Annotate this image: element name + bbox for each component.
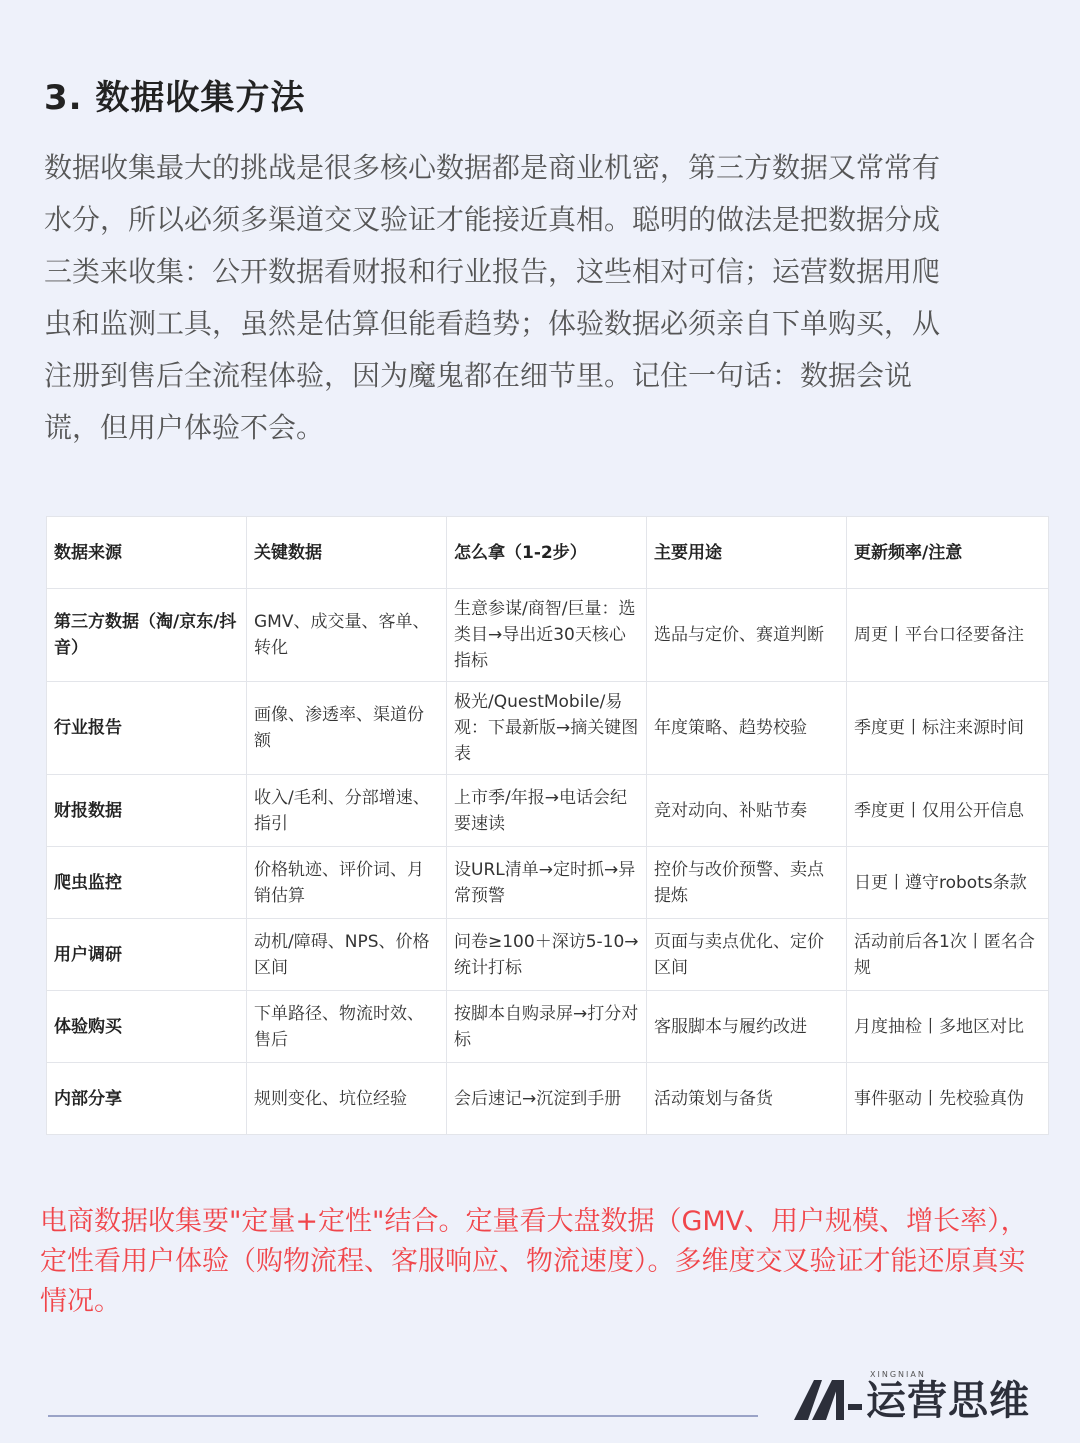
frequency-cell: 周更丨平台口径要备注 — [847, 589, 1049, 682]
header-cell: 数据来源 — [47, 517, 247, 589]
summary-paragraph: 电商数据收集要"定量+定性"结合。定量看大盘数据（GMV、用户规模、增长率），定性看用户体验（购物流程、客服响应、物流速度）。多维度交叉验证才能还原真实情况。 — [40, 1206, 1028, 1317]
how-to-get-cell: 上市季/年报→电话会纪要速读 — [447, 775, 647, 847]
table-row — [47, 919, 1049, 991]
table-row — [47, 847, 1049, 919]
header-cell: 更新频率/注意 — [847, 517, 1049, 589]
purpose-cell: 页面与卖点优化、定价区间 — [647, 919, 847, 991]
frequency-cell: 月度抽检丨多地区对比 — [847, 991, 1049, 1063]
frequency-cell: 季度更丨标注来源时间 — [847, 682, 1049, 775]
table-row — [47, 991, 1049, 1063]
key-data-cell: 价格轨迹、评价词、月销估算 — [247, 847, 447, 919]
how-to-get-cell: 极光/QuestMobile/易观：下最新版→摘关键图表 — [447, 682, 647, 775]
key-data-cell: GMV、成交量、客单、转化 — [247, 589, 447, 682]
logo-mark-icon — [792, 1374, 864, 1422]
header-cell: 怎么拿（1-2步） — [447, 517, 647, 589]
section-heading: 3. 数据收集方法 — [44, 78, 306, 118]
key-data-cell: 下单路径、物流时效、售后 — [247, 991, 447, 1063]
how-to-get-cell: 问卷≥100＋深访5-10→统计打标 — [447, 919, 647, 991]
frequency-cell: 活动前后各1次丨匿名合规 — [847, 919, 1049, 991]
purpose-cell: 控价与改价预警、卖点提炼 — [647, 847, 847, 919]
source-cell: 用户调研 — [47, 919, 247, 991]
source-cell: 爬虫监控 — [47, 847, 247, 919]
purpose-cell: 选品与定价、赛道判断 — [647, 589, 847, 682]
key-data-cell: 画像、渗透率、渠道份额 — [247, 682, 447, 775]
data-source-table-wrapper — [46, 516, 1048, 1135]
intro-paragraph: 数据收集最大的挑战是很多核心数据都是商业机密，第三方数据又常常有水分，所以必须多渠道交叉验证才能接近真相。聪明的做法是把数据分成三类来收集：公开数据看财报和行业报告，这些相对可信；运营数据用爬虫和监测工具，虽然是估算但能看趋势；体验数据必须亲自下单购买，从注册到售后全流程体验，因为魔鬼都在细节里。记住一句话：数据会说谎，但用户体验不会。 — [44, 151, 941, 444]
footer-rule — [48, 1415, 758, 1417]
table-row — [47, 589, 1049, 682]
source-cell: 财报数据 — [47, 775, 247, 847]
key-data-cell: 规则变化、坑位经验 — [247, 1063, 447, 1135]
table-row — [47, 682, 1049, 775]
purpose-cell: 年度策略、趋势校验 — [647, 682, 847, 775]
brand-subtitle: XINGNIAN — [870, 1370, 926, 1379]
how-to-get-cell: 生意参谋/商智/巨量：选类目→导出近30天核心指标 — [447, 589, 647, 682]
frequency-cell: 日更丨遵守robots条款 — [847, 847, 1049, 919]
source-cell: 行业报告 — [47, 682, 247, 775]
data-source-table — [46, 516, 1049, 1135]
source-cell: 体验购买 — [47, 991, 247, 1063]
how-to-get-cell: 设URL清单→定时抓→异常预警 — [447, 847, 647, 919]
brand-logo — [792, 1370, 1054, 1426]
table-row — [47, 775, 1049, 847]
frequency-cell: 事件驱动丨先校验真伪 — [847, 1063, 1049, 1135]
header-cell: 主要用途 — [647, 517, 847, 589]
purpose-cell: 活动策划与备货 — [647, 1063, 847, 1135]
table-header-row — [47, 517, 1049, 589]
purpose-cell: 竞对动向、补贴节奏 — [647, 775, 847, 847]
how-to-get-cell: 会后速记→沉淀到手册 — [447, 1063, 647, 1135]
how-to-get-cell: 按脚本自购录屏→打分对标 — [447, 991, 647, 1063]
brand-name: 运营思维 — [866, 1378, 1030, 1424]
purpose-cell: 客服脚本与履约改进 — [647, 991, 847, 1063]
source-cell: 内部分享 — [47, 1063, 247, 1135]
frequency-cell: 季度更丨仅用公开信息 — [847, 775, 1049, 847]
key-data-cell: 收入/毛利、分部增速、指引 — [247, 775, 447, 847]
key-data-cell: 动机/障碍、NPS、价格区间 — [247, 919, 447, 991]
header-cell: 关键数据 — [247, 517, 447, 589]
table-row — [47, 1063, 1049, 1135]
source-cell: 第三方数据（淘/京东/抖音） — [47, 589, 247, 682]
